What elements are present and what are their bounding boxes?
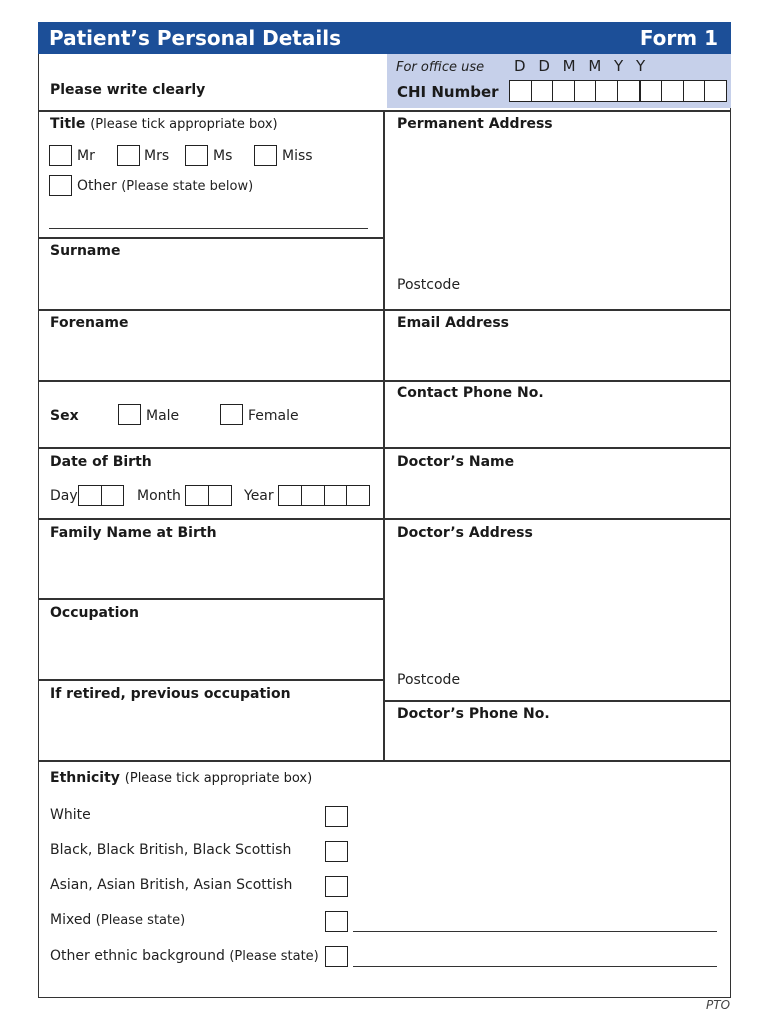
permanent-postcode-label: Postcode [397, 277, 461, 293]
doctor-address-label: Doctor’s Address [397, 525, 533, 541]
ethnicity-option-other: Other ethnic background (Please state) [50, 948, 319, 964]
option-mr: Mr [77, 148, 95, 164]
other-title-write-line[interactable] [49, 228, 368, 229]
option-ms: Ms [213, 148, 233, 164]
family-name-label: Family Name at Birth [50, 525, 217, 541]
dob-year-field[interactable] [278, 485, 370, 506]
surname-label: Surname [50, 243, 121, 259]
dob-month-field[interactable] [185, 485, 232, 506]
form-number: Form 1 [639, 26, 718, 50]
checkbox-mrs[interactable] [117, 145, 140, 166]
chi-number-field[interactable] [509, 80, 727, 102]
dob-month-label: Month [137, 488, 181, 504]
dob-year-label: Year [244, 488, 274, 504]
option-miss: Miss [282, 148, 313, 164]
form-title: Patient’s Personal Details [49, 26, 341, 50]
ethnicity-option-white: White [50, 807, 91, 823]
column-divider [383, 110, 385, 762]
office-use-label: For office use [396, 60, 485, 75]
email-label: Email Address [397, 315, 510, 331]
pto-label: PTO [706, 998, 731, 1012]
doctor-name-label: Doctor’s Name [397, 454, 515, 470]
doctor-phone-label: Doctor’s Phone No. [397, 706, 550, 722]
option-female: Female [248, 408, 299, 424]
checkbox-miss[interactable] [254, 145, 277, 166]
dob-day-label: Day [50, 488, 78, 504]
dob-day-field[interactable] [78, 485, 124, 506]
doctor-postcode-label: Postcode [397, 672, 461, 688]
forename-label: Forename [50, 315, 129, 331]
checkbox-ms[interactable] [185, 145, 208, 166]
title-label: Title (Please tick appropriate box) [50, 116, 278, 132]
ethnicity-label: Ethnicity (Please tick appropriate box) [50, 770, 313, 786]
form-header [38, 22, 731, 54]
ethnicity-option-mixed: Mixed (Please state) [50, 912, 186, 928]
previous-occupation-label: If retired, previous occupation [50, 686, 291, 702]
checkbox-other[interactable] [49, 175, 72, 196]
occupation-label: Occupation [50, 605, 140, 621]
other-ethnic-write-line[interactable] [353, 966, 717, 967]
sex-label: Sex [50, 408, 79, 424]
chi-number-label: CHI Number [397, 83, 499, 101]
option-male: Male [146, 408, 180, 424]
ethnicity-option-black: Black, Black British, Black Scottish [50, 842, 292, 858]
checkbox-ethnicity-white[interactable] [325, 806, 348, 827]
checkbox-female[interactable] [220, 404, 243, 425]
checkbox-male[interactable] [118, 404, 141, 425]
checkbox-ethnicity-mixed[interactable] [325, 911, 348, 932]
checkbox-mr[interactable] [49, 145, 72, 166]
checkbox-ethnicity-black[interactable] [325, 841, 348, 862]
option-other: Other (Please state below) [77, 178, 254, 194]
mixed-write-line[interactable] [353, 931, 717, 932]
option-mrs: Mrs [144, 148, 170, 164]
please-write-clearly: Please write clearly [50, 82, 206, 98]
ethnicity-option-asian: Asian, Asian British, Asian Scottish [50, 877, 293, 893]
dob-label: Date of Birth [50, 454, 152, 470]
checkbox-ethnicity-asian[interactable] [325, 876, 348, 897]
contact-phone-label: Contact Phone No. [397, 385, 544, 401]
permanent-address-label: Permanent Address [397, 116, 553, 132]
chi-date-letters: D D M M Y Y [514, 57, 649, 75]
checkbox-ethnicity-other[interactable] [325, 946, 348, 967]
